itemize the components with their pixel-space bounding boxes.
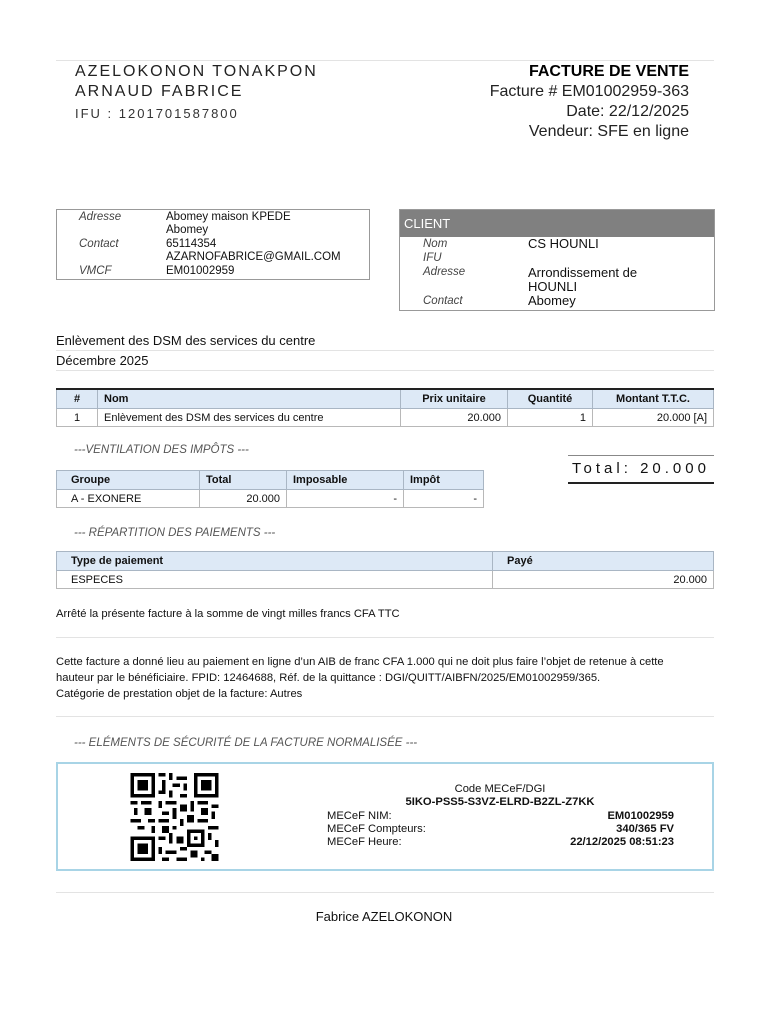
- items-header-row: [57, 389, 714, 409]
- payments-col-type: Type de paiement: [57, 552, 493, 571]
- tax-header-row: [57, 471, 484, 490]
- payment-amount: 20.000: [493, 571, 714, 589]
- items-col-unit-price: Prix unitaire: [401, 389, 508, 409]
- tax-amount: -: [404, 490, 484, 508]
- tax-col-taxable: Imposable: [287, 471, 404, 490]
- seller-name: [75, 62, 318, 102]
- table-row: [57, 409, 714, 427]
- seller-contact-label: Contact: [79, 238, 119, 250]
- mecef-nim-label: MECeF NIM:: [327, 810, 392, 822]
- table-row: [57, 490, 484, 508]
- invoice-header: [490, 62, 689, 142]
- client-address-value2: HOUNLI: [528, 279, 578, 294]
- description-line1: Enlèvement des DSM des services du centre: [56, 333, 316, 348]
- invoice-vendor: Vendeur: SFE en ligne: [528, 123, 689, 140]
- item-amount: 20.000 [A]: [593, 409, 714, 427]
- item-quantity: 1: [508, 409, 593, 427]
- client-ifu-label: IFU: [423, 252, 442, 264]
- top-divider: [56, 60, 714, 61]
- items-col-amount: Montant T.T.C.: [593, 389, 714, 409]
- seller-name-line1: AZELOKONON TONAKPON: [75, 63, 318, 80]
- security-section-label: --- ELÉMENTS DE SÉCURITÉ DE LA FACTURE NORMALISÉE ---: [74, 737, 418, 749]
- payments-header-row: [57, 552, 714, 571]
- client-info-box: [399, 209, 715, 311]
- security-box: [56, 762, 714, 871]
- security-divider: [56, 892, 714, 893]
- notes-line3: Catégorie de prestation objet de la facture: Autres: [56, 688, 303, 700]
- payments-table: [56, 551, 714, 589]
- client-address-label: Adresse: [423, 266, 466, 278]
- payment-type: ESPECES: [57, 571, 493, 589]
- items-col-quantity: Quantité: [508, 389, 593, 409]
- mecef-time-value: 22/12/2025 08:51:23: [570, 836, 674, 848]
- client-name-label: Nom: [423, 238, 448, 250]
- tax-section-label: ---VENTILATION DES IMPÔTS ---: [74, 444, 249, 456]
- invoice-date: Date: 22/12/2025: [566, 103, 689, 120]
- mecef-nim-value: EM01002959: [607, 810, 674, 822]
- invoice-title: FACTURE DE VENTE: [528, 63, 689, 80]
- tax-group: A - EXONERE: [57, 490, 200, 508]
- seller-contact-phone: 65114354: [166, 238, 217, 250]
- seller-address-value: Abomey maison KPEDE: [166, 211, 291, 223]
- tax-col-group: Groupe: [57, 471, 200, 490]
- client-address-value: Arrondissement de: [528, 265, 638, 280]
- description-divider1: [56, 350, 714, 351]
- item-number: 1: [57, 409, 98, 427]
- item-name: Enlèvement des DSM des services du centre: [98, 409, 401, 427]
- notes-divider: [56, 716, 714, 717]
- items-col-number: #: [57, 389, 98, 409]
- invoice-total: Total: 20.000: [568, 455, 714, 484]
- mecef-code-value: 5IKO-PSS5-S3VZ-ELRD-B2ZL-Z7KK: [405, 796, 595, 808]
- payments-col-paid: Payé: [493, 552, 714, 571]
- item-unit-price: 20.000: [401, 409, 508, 427]
- seller-address-label: Adresse: [79, 211, 122, 223]
- description-divider2: [56, 370, 714, 371]
- notes-line2: hauteur par le bénéficiaire. FPID: 12464688, Réf. de la quittance : DGI/QUITT/AIBFN/2025/EM01002959/365.: [56, 672, 601, 684]
- words-divider: [56, 637, 714, 638]
- items-table: [56, 388, 714, 427]
- description-line2: Décembre 2025: [56, 353, 149, 368]
- client-header: CLIENT: [400, 210, 714, 237]
- mecef-code-label: Code MECeF/DGI: [454, 783, 546, 795]
- notes: [56, 654, 664, 702]
- seller-vmcf-value: EM01002959: [166, 265, 235, 277]
- qr-code-icon: [128, 773, 221, 861]
- seller-contact-email: AZARNOFABRICE@GMAIL.COM: [166, 251, 341, 263]
- table-row: [57, 571, 714, 589]
- client-name-value: CS HOUNLI: [528, 236, 599, 251]
- signature: Fabrice AZELOKONON: [315, 909, 453, 924]
- client-contact-label: Contact: [423, 295, 463, 307]
- mecef-counters-label: MECeF Compteurs:: [327, 823, 426, 835]
- tax-col-tax: Impôt: [404, 471, 484, 490]
- seller-address-city: Abomey: [166, 224, 209, 236]
- client-contact-value: Abomey: [528, 293, 576, 308]
- amount-in-words: Arrêté la présente facture à la somme de vingt milles francs CFA TTC: [56, 608, 400, 620]
- seller-info-box: [56, 209, 370, 280]
- invoice-number: Facture # EM01002959-363: [489, 83, 689, 100]
- seller-ifu: IFU : 1201701587800: [75, 106, 239, 121]
- tax-taxable: -: [287, 490, 404, 508]
- mecef-time-label: MECeF Heure:: [327, 836, 402, 848]
- mecef-counters-value: 340/365 FV: [616, 823, 674, 835]
- tax-table: [56, 470, 484, 508]
- items-col-name: Nom: [98, 389, 401, 409]
- seller-name-line2: ARNAUD FABRICE: [75, 83, 244, 100]
- tax-total: 20.000: [200, 490, 287, 508]
- tax-col-total: Total: [200, 471, 287, 490]
- seller-vmcf-label: VMCF: [79, 265, 112, 277]
- payments-section-label: --- RÉPARTITION DES PAIEMENTS ---: [74, 527, 276, 539]
- notes-line1: Cette facture a donné lieu au paiement en ligne d’un AIB de franc CFA 1.000 qui ne doit plus faire l’objet de retenue à cette: [56, 656, 664, 668]
